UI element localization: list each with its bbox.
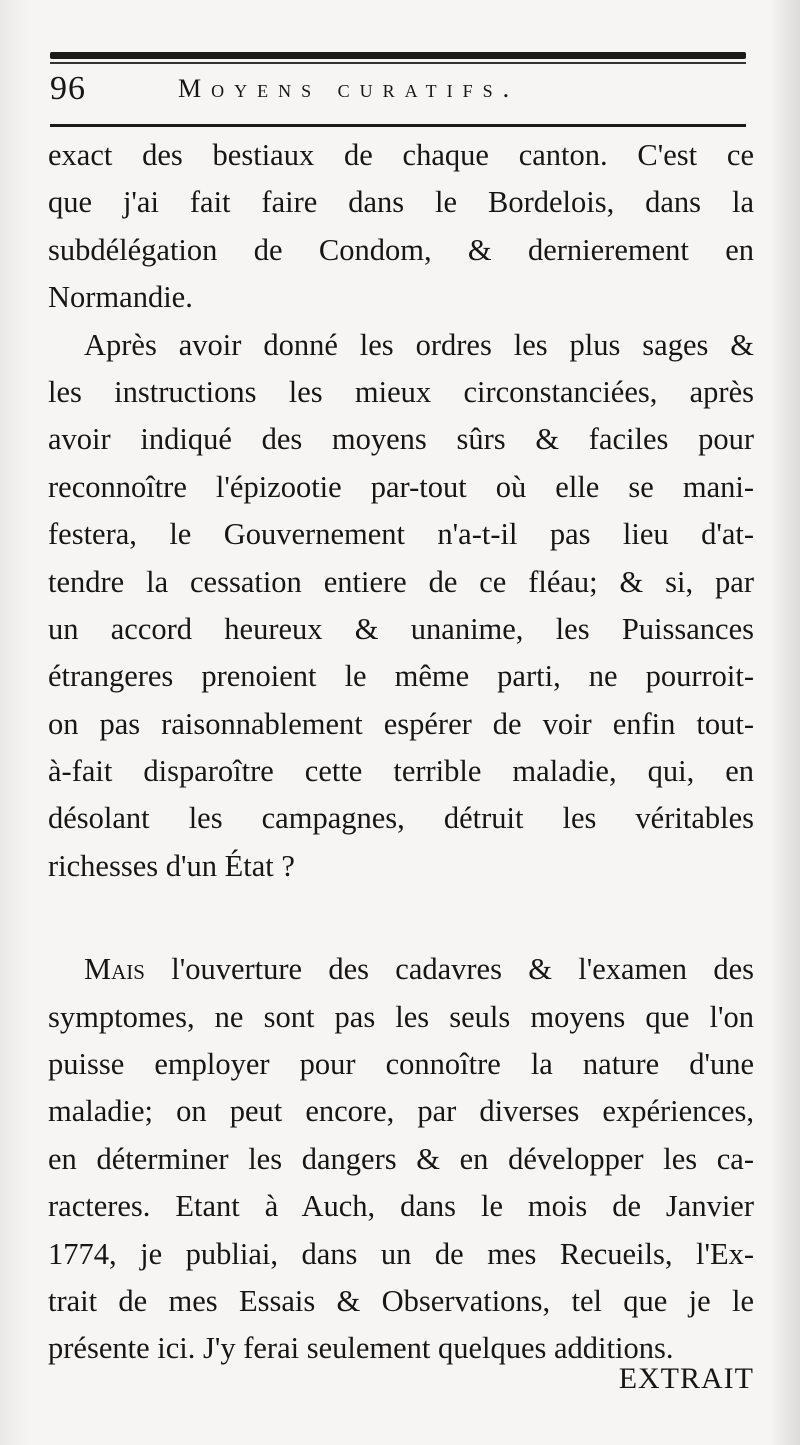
text-line: présente ici. J'y ferai seulement quelques additions.	[48, 1331, 674, 1366]
body-text	[48, 132, 754, 1373]
lead-word: Mais	[84, 952, 145, 987]
top-rule-thin	[50, 62, 746, 64]
text-line: trait de mes Essais & Observations, tel que je le	[48, 1283, 754, 1318]
text-line: en déterminer les dangers & en développer les ca-	[48, 1141, 754, 1176]
text-line: Normandie.	[48, 280, 193, 315]
first-line-rest: l'ouverture des cadavres & l'examen des	[144, 952, 754, 987]
text-line: à-fait disparoître cette terrible maladie, qui, en	[48, 754, 754, 789]
text-line: puisse employer pour connoître la nature d'une	[48, 1047, 754, 1082]
paragraph-1	[48, 132, 754, 322]
text-line: tendre la cessation entiere de ce fléau; & si, par	[48, 564, 754, 599]
paragraph-3	[48, 946, 754, 1373]
text-line: richesses d'un État ?	[48, 848, 295, 883]
text-line: racteres. Etant à Auch, dans le mois de Janvier	[48, 1189, 754, 1224]
text-line: un accord heureux & unanime, les Puissances	[48, 611, 754, 646]
page-number: 96	[50, 70, 86, 107]
text-line: symptomes, ne sont pas les seuls moyens que l'on	[48, 999, 754, 1034]
paragraph-2	[48, 322, 754, 891]
text-line: maladie; on peut encore, par diverses expériences,	[48, 1094, 754, 1129]
text-line: 1774, je publiai, dans un de mes Recueils, l'Ex-	[48, 1236, 754, 1271]
text-line: festera, le Gouvernement n'a-t-il pas lieu d'at-	[48, 517, 754, 552]
page-header	[50, 70, 746, 120]
text-line: avoir indiqué des moyens sûrs & faciles pour	[48, 422, 754, 457]
paragraph-gap	[48, 890, 754, 946]
text-line	[48, 946, 754, 993]
running-title: Moyens curatifs.	[178, 74, 520, 103]
text-line: exact des bestiaux de chaque canton. C'est ce	[48, 138, 754, 172]
text-line: subdélégation de Condom, & dernierement en	[48, 232, 754, 267]
text-line: on pas raisonnablement espérer de voir enfin tout-	[48, 706, 754, 741]
text-line: désolant les campagnes, détruit les véritables	[48, 801, 754, 836]
top-rule	[50, 52, 746, 59]
text-line: reconnoître l'épizootie par-tout où elle se mani-	[48, 469, 754, 504]
text-line: les instructions les mieux circonstanciées, après	[48, 374, 754, 409]
text-line: que j'ai fait faire dans le Bordelois, dans la	[48, 185, 754, 220]
header-rule	[50, 124, 746, 127]
catchword: EXTRAIT	[618, 1362, 754, 1395]
text-line: étrangeres prenoient le même parti, ne pourroit-	[48, 659, 754, 694]
text-line: Après avoir donné les ordres les plus sages &	[84, 327, 754, 362]
